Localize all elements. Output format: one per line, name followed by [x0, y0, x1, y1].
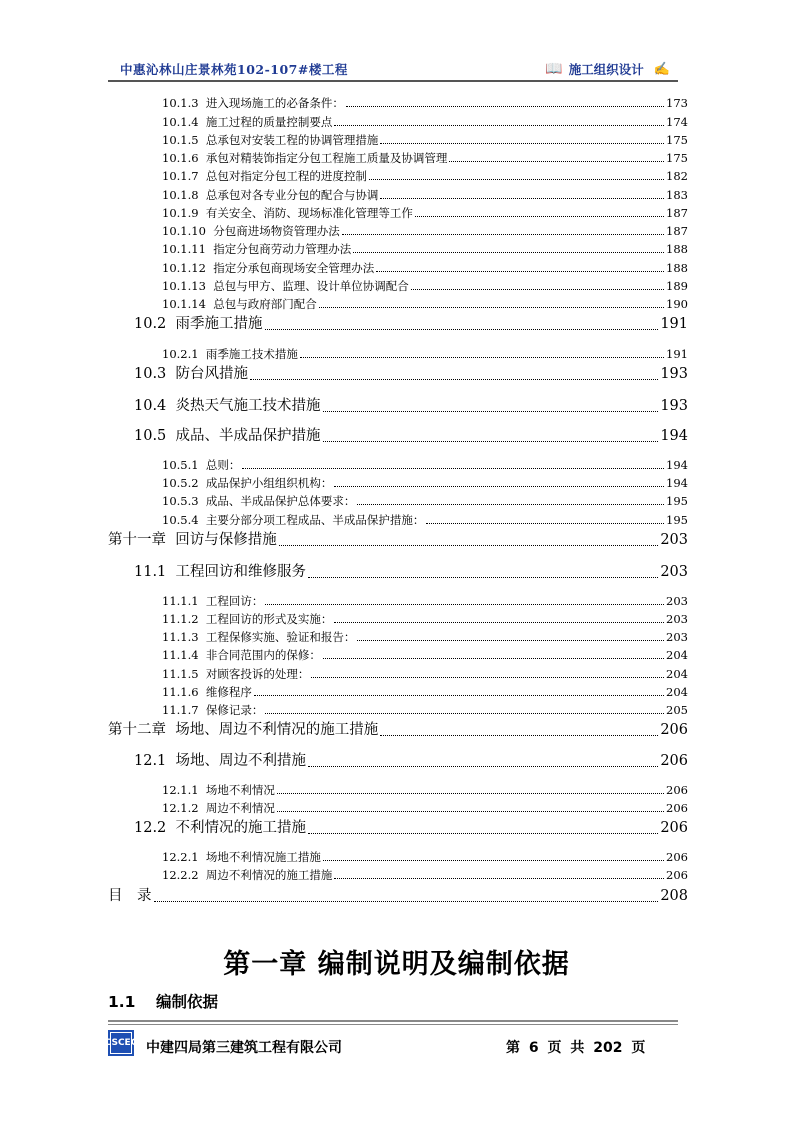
toc-page-number: 175: [666, 133, 688, 147]
section-heading: [108, 990, 218, 1012]
toc-page-number: 193: [660, 366, 688, 382]
toc-entry[interactable]: [134, 314, 688, 334]
toc-entry[interactable]: [162, 205, 688, 221]
toc-entry-number: 10.1.5: [162, 133, 199, 147]
toc-entry-number: 11.1.7: [162, 703, 199, 717]
toc-page-number: 190: [666, 297, 688, 311]
toc-entry-text: 指定分承包商现场安全管理办法: [213, 261, 375, 275]
toc-leader-dots: [308, 577, 658, 578]
toc-entry-text: 成品、半成品保护总体要求：: [205, 494, 356, 508]
toc-entry-title: [162, 493, 355, 509]
toc-entry[interactable]: [162, 346, 688, 362]
toc-entry-number: 10.1.9: [162, 206, 199, 220]
toc-entry-number: 11.1.6: [162, 685, 199, 699]
toc-entry-text: 成品保护小组组织机构：: [205, 476, 333, 490]
toc-entry-text: 总承包对各专业分包的配合与协调: [205, 188, 379, 202]
toc-entry-text: 周边不利情况: [205, 801, 275, 815]
toc-page-number: 206: [666, 801, 688, 815]
toc-entry-number: 10.2: [134, 316, 167, 332]
toc-entry-number: 12.1.1: [162, 783, 199, 797]
toc-entry-text: 施工过程的质量控制要点: [205, 115, 333, 129]
toc-leader-dots: [426, 523, 664, 524]
toc-entry-title: [162, 168, 367, 184]
toc-entry[interactable]: [134, 818, 688, 838]
chapter-title: 第一章 编制说明及编制依据: [223, 949, 570, 980]
toc-leader-dots: [376, 271, 664, 272]
toc-entry-title: [108, 530, 277, 550]
toc-entry-text: 保修记录：: [205, 703, 264, 717]
toc-entry-title: [108, 720, 378, 740]
toc-entry-text: 进入现场施工的必备条件：: [205, 96, 344, 110]
toc-page-number: 182: [666, 169, 688, 183]
toc-entry-number: 11.1: [134, 564, 167, 580]
toc-entry-text: 总包对指定分包工程的进度控制: [205, 169, 367, 183]
toc-entry-number: 目: [108, 888, 123, 904]
toc-page-number: 203: [666, 630, 688, 644]
toc-entry[interactable]: [162, 647, 688, 663]
toc-entry[interactable]: [108, 530, 688, 550]
doc-type-text: 施工组织设计: [568, 62, 644, 77]
toc-entry[interactable]: [162, 278, 688, 294]
toc-leader-dots: [319, 307, 664, 308]
toc-leader-dots: [154, 901, 659, 902]
toc-page-number: 206: [660, 753, 688, 769]
toc-leader-dots: [265, 713, 664, 714]
toc-entry-number: 10.3: [134, 366, 167, 382]
section-title-text: 编制依据: [156, 993, 219, 1011]
toc-entry-text: 有关安全、消防、现场标准化管理等工作: [205, 206, 413, 220]
toc-entry-text: 场地不利情况施工措施: [205, 850, 321, 864]
toc-entry[interactable]: [162, 241, 688, 257]
toc-entry[interactable]: [108, 886, 688, 906]
toc-entry-title: [162, 475, 332, 491]
toc-page-number: 204: [666, 667, 688, 681]
toc-page-number: 203: [666, 612, 688, 626]
footer-divider-thin: [108, 1024, 678, 1025]
toc-entry-text: 维修程序: [205, 685, 252, 699]
toc-entry-title: [162, 849, 321, 865]
toc-entry[interactable]: [162, 611, 688, 627]
toc-entry-title: [162, 346, 298, 362]
toc-entry[interactable]: [162, 132, 688, 148]
toc-entry[interactable]: [134, 426, 688, 446]
toc-page-number: 195: [666, 513, 688, 527]
toc-entry[interactable]: [162, 702, 688, 718]
toc-page-number: 183: [666, 188, 688, 202]
toc-leader-dots: [342, 234, 664, 235]
toc-entry-title: [162, 205, 413, 221]
toc-page-number: 193: [660, 398, 688, 414]
toc-entry-title: [162, 457, 240, 473]
toc-entry-text: 场地、周边不利措施: [175, 753, 307, 769]
toc-entry-number: 10.1.7: [162, 169, 199, 183]
toc-entry-text: 场地不利情况: [205, 783, 275, 797]
toc-entry-title: [134, 426, 321, 446]
toc-page-number: 194: [660, 428, 688, 444]
toc-entry-number: 12.2: [134, 820, 167, 836]
toc-leader-dots: [357, 504, 664, 505]
toc-leader-dots: [308, 766, 658, 767]
toc-page-number: 195: [666, 494, 688, 508]
toc-entry-title: [162, 114, 332, 130]
toc-entry-number: 10.4: [134, 398, 167, 414]
toc-entry[interactable]: [162, 849, 688, 865]
page-header: [108, 56, 678, 80]
toc-entry-title: [162, 187, 378, 203]
toc-entry[interactable]: [162, 684, 688, 700]
toc-page-number: 187: [666, 224, 688, 238]
toc-entry-text: 雨季施工措施: [175, 316, 263, 332]
toc-leader-dots: [357, 640, 664, 641]
toc-entry-text: 指定分包商劳动力管理办法: [213, 242, 352, 256]
toc-entry-text: 雨季施工技术措施: [205, 347, 298, 361]
toc-entry-text: 周边不利情况的施工措施: [205, 868, 333, 882]
toc-leader-dots: [323, 441, 659, 442]
toc-entry-text: 总承包对安装工程的协调管理措施: [205, 133, 379, 147]
toc-entry[interactable]: [162, 800, 688, 816]
toc-entry-number: 10.2.1: [162, 347, 199, 361]
toc-page-number: 188: [666, 242, 688, 256]
toc-entry-number: 12.1.2: [162, 801, 199, 815]
header-divider: [108, 80, 678, 82]
toc-entry-text: 总包与政府部门配合: [213, 297, 317, 311]
toc-leader-dots: [254, 695, 664, 696]
toc-entry-number: 11.1.5: [162, 667, 199, 681]
toc-leader-dots: [380, 143, 664, 144]
toc-leader-dots: [334, 486, 664, 487]
toc-entry-number: 11.1.4: [162, 648, 199, 662]
toc-page-number: 203: [666, 594, 688, 608]
toc-entry-text: 回访与保修措施: [175, 532, 277, 548]
section-number: 1.1: [108, 993, 136, 1011]
toc-leader-dots: [311, 677, 664, 678]
toc-entry-number: 12.2.1: [162, 850, 199, 864]
toc-entry-text: 对顾客投诉的处理：: [205, 667, 310, 681]
toc-entry-number: 第十二章: [108, 722, 166, 738]
toc-entry[interactable]: [162, 475, 688, 491]
toc-leader-dots: [308, 833, 658, 834]
toc-page-number: 208: [660, 888, 688, 904]
toc-page-number: 194: [666, 458, 688, 472]
toc-entry-number: 10.1.8: [162, 188, 199, 202]
toc-page-number: 175: [666, 151, 688, 165]
toc-entry-number: 第十一章: [108, 532, 166, 548]
toc-entry-number: 11.1.1: [162, 594, 199, 608]
toc-leader-dots: [411, 289, 664, 290]
toc-entry[interactable]: [162, 593, 688, 609]
toc-entry[interactable]: [162, 168, 688, 184]
toc-entry-title: [162, 666, 309, 682]
toc-leader-dots: [334, 125, 664, 126]
toc-entry[interactable]: [162, 629, 688, 645]
toc-leader-dots: [415, 216, 664, 217]
pen-icon: ✍: [653, 61, 670, 77]
toc-leader-dots: [277, 793, 664, 794]
toc-page-number: 194: [666, 476, 688, 490]
toc-page-number: 191: [660, 316, 688, 332]
toc-entry-text: 工程保修实施、验证和报告：: [205, 630, 356, 644]
toc-page-number: 203: [660, 532, 688, 548]
toc-entry[interactable]: [162, 260, 688, 276]
toc-entry-title: [108, 886, 152, 906]
toc-entry-title: [134, 562, 306, 582]
toc-page-number: 206: [666, 850, 688, 864]
toc-page-number: 206: [660, 722, 688, 738]
toc-entry-number: 10.1.11: [162, 242, 206, 256]
toc-entry-text: 工程回访的形式及实施：: [205, 612, 333, 626]
toc-leader-dots: [369, 179, 664, 180]
toc-leader-dots: [380, 198, 664, 199]
toc-page-number: 204: [666, 648, 688, 662]
toc-leader-dots: [277, 811, 664, 812]
toc-entry[interactable]: [162, 512, 688, 528]
toc-entry-title: [134, 751, 306, 771]
toc-entry-text: 不利情况的施工措施: [175, 820, 307, 836]
toc-entry-text: 总则：: [205, 458, 241, 472]
toc-leader-dots: [323, 860, 664, 861]
toc-entry-text: 分包商进场物资管理办法: [213, 224, 340, 238]
toc-entry-number: 10.5: [134, 428, 167, 444]
book-icon: 📖: [545, 61, 563, 77]
toc-entry-text: 成品、半成品保护措施: [175, 428, 321, 444]
toc-entry-title: [162, 684, 252, 700]
toc-entry-text: 录: [137, 888, 152, 904]
toc-entry-number: 10.1.6: [162, 151, 199, 165]
toc-page-number: 173: [666, 96, 688, 110]
toc-entry-title: [162, 132, 378, 148]
toc-page-number: 206: [666, 783, 688, 797]
toc-entry[interactable]: [134, 364, 688, 384]
toc-entry-number: 11.1.2: [162, 612, 199, 626]
toc-entry-title: [162, 260, 374, 276]
toc-page-number: 204: [666, 685, 688, 699]
toc-leader-dots: [300, 357, 664, 358]
toc-entry-number: 10.5.1: [162, 458, 199, 472]
toc-entry[interactable]: [162, 867, 688, 883]
toc-leader-dots: [449, 161, 664, 162]
toc-entry[interactable]: [162, 223, 688, 239]
toc-entry[interactable]: [134, 751, 688, 771]
toc-entry-number: 10.1.13: [162, 279, 206, 293]
toc-entry-title: [162, 278, 409, 294]
toc-page-number: 206: [660, 820, 688, 836]
toc-entry-title: [162, 782, 275, 798]
toc-entry-number: 10.5.3: [162, 494, 199, 508]
toc-entry-number: 10.1.12: [162, 261, 206, 275]
toc-entry-number: 11.1.3: [162, 630, 199, 644]
toc-entry-text: 承包对精装饰指定分包工程施工质量及协调管理: [205, 151, 448, 165]
toc-entry[interactable]: [162, 782, 688, 798]
toc-entry[interactable]: [162, 114, 688, 130]
toc-entry-title: [162, 95, 344, 111]
toc-entry-title: [162, 702, 263, 718]
toc-entry-text: 炎热天气施工技术措施: [175, 398, 321, 414]
toc-entry-number: 12.1: [134, 753, 167, 769]
toc-entry-text: 工程回访：: [205, 594, 264, 608]
toc-leader-dots: [323, 658, 664, 659]
toc-leader-dots: [323, 411, 659, 412]
toc-leader-dots: [265, 329, 659, 330]
toc-entry-title: [162, 647, 321, 663]
toc-entry-title: [134, 396, 321, 416]
footer-divider: [108, 1020, 678, 1022]
toc-entry-title: [134, 364, 248, 384]
toc-leader-dots: [265, 604, 664, 605]
toc-entry-title: [134, 818, 306, 838]
toc-entry-title: [162, 611, 332, 627]
toc-page-number: 188: [666, 261, 688, 275]
toc-entry-title: [162, 241, 351, 257]
toc-entry-text: 总包与甲方、监理、设计单位协调配合: [213, 279, 409, 293]
toc-leader-dots: [334, 878, 664, 879]
toc-entry-title: [162, 800, 275, 816]
toc-entry-text: 场地、周边不利情况的施工措施: [175, 722, 379, 738]
toc-entry-text: 防台风措施: [175, 366, 249, 382]
toc-entry[interactable]: [134, 562, 688, 582]
toc-page-number: 189: [666, 279, 688, 293]
toc-entry[interactable]: [134, 396, 688, 416]
toc-leader-dots: [353, 252, 664, 253]
doc-type-label: [545, 60, 670, 78]
toc-leader-dots: [250, 379, 658, 380]
toc-page-number: 206: [666, 868, 688, 882]
toc-entry-title: [162, 296, 317, 312]
toc-entry-title: [162, 629, 355, 645]
page-number: 第 6 页 共 202 页: [506, 1040, 646, 1056]
toc-entry-title: [162, 512, 424, 528]
toc-entry-number: 10.1.3: [162, 96, 199, 110]
toc-entry[interactable]: [162, 95, 688, 111]
toc-entry-title: [162, 223, 340, 239]
toc-entry-number: 10.1.10: [162, 224, 206, 238]
toc-entry-text: 工程回访和维修服务: [175, 564, 307, 580]
toc-entry-number: 10.5.4: [162, 513, 199, 527]
project-name: 中惠沁林山庄景林苑102-107#楼工程: [120, 62, 348, 77]
toc-page-number: 174: [666, 115, 688, 129]
toc-page-number: 203: [660, 564, 688, 580]
toc-entry-number: 10.1.4: [162, 115, 199, 129]
toc-entry-number: 12.2.2: [162, 868, 199, 882]
toc-entry[interactable]: [162, 296, 688, 312]
toc-entry-title: [134, 314, 263, 334]
company-logo: CSCEC: [108, 1030, 134, 1056]
toc-leader-dots: [242, 468, 664, 469]
toc-entry-number: 10.1.14: [162, 297, 206, 311]
toc-leader-dots: [346, 106, 664, 107]
toc-page-number: 187: [666, 206, 688, 220]
toc-entry-title: [162, 150, 447, 166]
toc-entry[interactable]: [108, 720, 688, 740]
toc-entry[interactable]: [162, 493, 688, 509]
toc-entry-title: [162, 593, 263, 609]
toc-entry[interactable]: [162, 150, 688, 166]
toc-page-number: 205: [666, 703, 688, 717]
toc-entry-text: 非合同范围内的保修：: [205, 648, 321, 662]
toc-entry-text: 主要分部分项工程成品、半成品保护措施：: [205, 513, 425, 527]
toc-leader-dots: [279, 545, 659, 546]
toc-leader-dots: [334, 622, 664, 623]
toc-entry-title: [162, 867, 332, 883]
toc-entry[interactable]: [162, 187, 688, 203]
toc-entry[interactable]: [162, 457, 688, 473]
toc-page-number: 191: [666, 347, 688, 361]
company-name: 中建四局第三建筑工程有限公司: [146, 1040, 342, 1056]
toc-entry[interactable]: [162, 666, 688, 682]
toc-entry-number: 10.5.2: [162, 476, 199, 490]
toc-leader-dots: [380, 735, 658, 736]
